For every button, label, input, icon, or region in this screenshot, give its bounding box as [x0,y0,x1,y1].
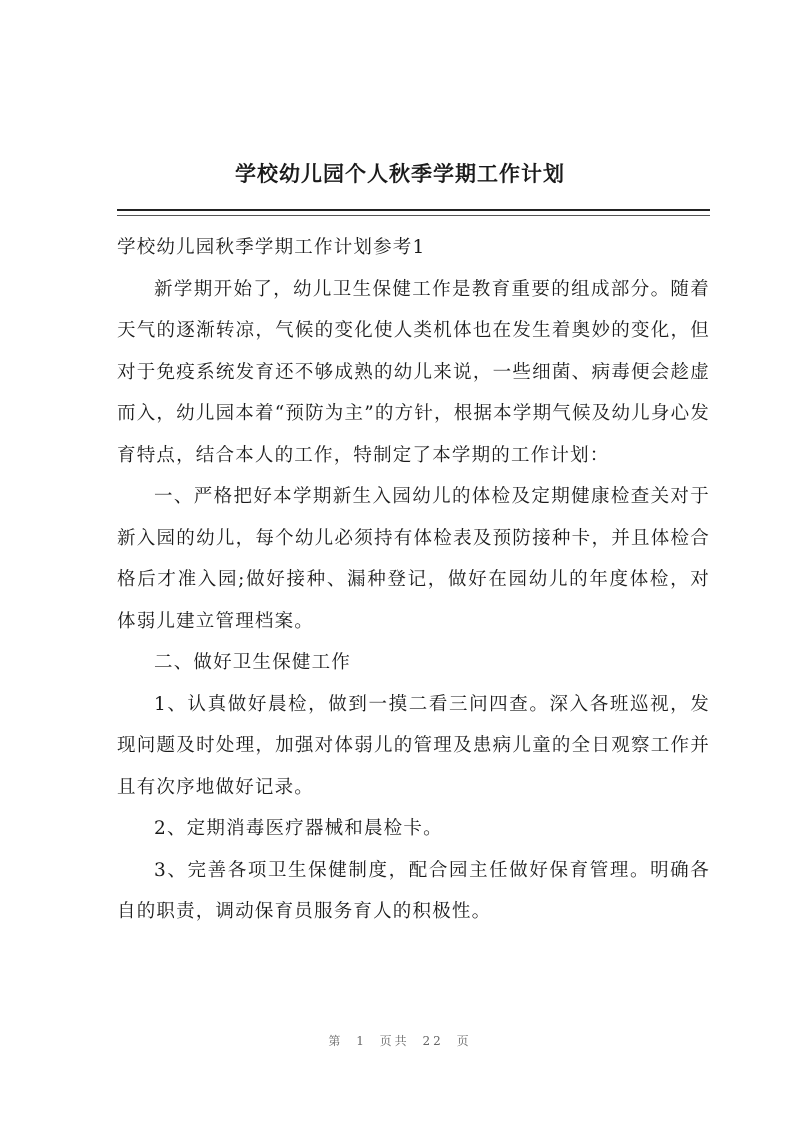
footer-prefix: 第 [328,1034,344,1048]
paragraph-intro: 新学期开始了，幼儿卫生保健工作是教育重要的组成部分。随着天气的逐渐转凉，气候的变化使人类机体也在发生着奥妙的变化，但对于免疫系统发育还不够成熟的幼儿来说，一些细菌、病毒便会趁虚而入，幼儿园本着“预防为主”的方针，根据本学期气候及幼儿身心发育特点，结合本人的工作，特制定了本学期的工作计划： [117,278,710,466]
document-body [117,227,710,933]
footer-total-pages: 22 [422,1034,444,1048]
document-title: 学校幼儿园个人秋季学期工作计划 [235,161,565,186]
paragraph-item-2: 二、做好卫生保健工作 [154,652,352,673]
section-subtitle: 学校幼儿园秋季学期工作计划参考1 [117,237,426,258]
paragraph-item-1: 一、严格把好本学期新生入园幼儿的体检及定期健康检查关对于新入园的幼儿，每个幼儿必须持有体检表及预防接种卡，并且体检合格后才准入园;做好接种、漏种登记，做好在园幼儿的年度体检，对体弱儿建立管理档案。 [117,486,710,632]
footer-page-number: 1 [356,1034,367,1048]
footer-middle: 页共 [379,1034,410,1048]
paragraph-subitem-1: 1、认真做好晨检，做到一摸二看三问四查。深入各班巡视，发现问题及时处理，加强对体弱儿的管理及患病儿童的全日观察工作并且有次序地做好记录。 [117,693,710,798]
title-rule-thin [117,215,710,216]
footer-suffix: 页 [456,1034,472,1048]
paragraph-subitem-3: 3、完善各项卫生保健制度，配合园主任做好保育管理。明确各自的职责，调动保育员服务育人的积极性。 [117,859,710,922]
page-footer [0,1032,800,1049]
paragraph-subitem-2: 2、定期消毒医疗器械和晨检卡。 [154,818,443,839]
title-rule [117,209,710,211]
